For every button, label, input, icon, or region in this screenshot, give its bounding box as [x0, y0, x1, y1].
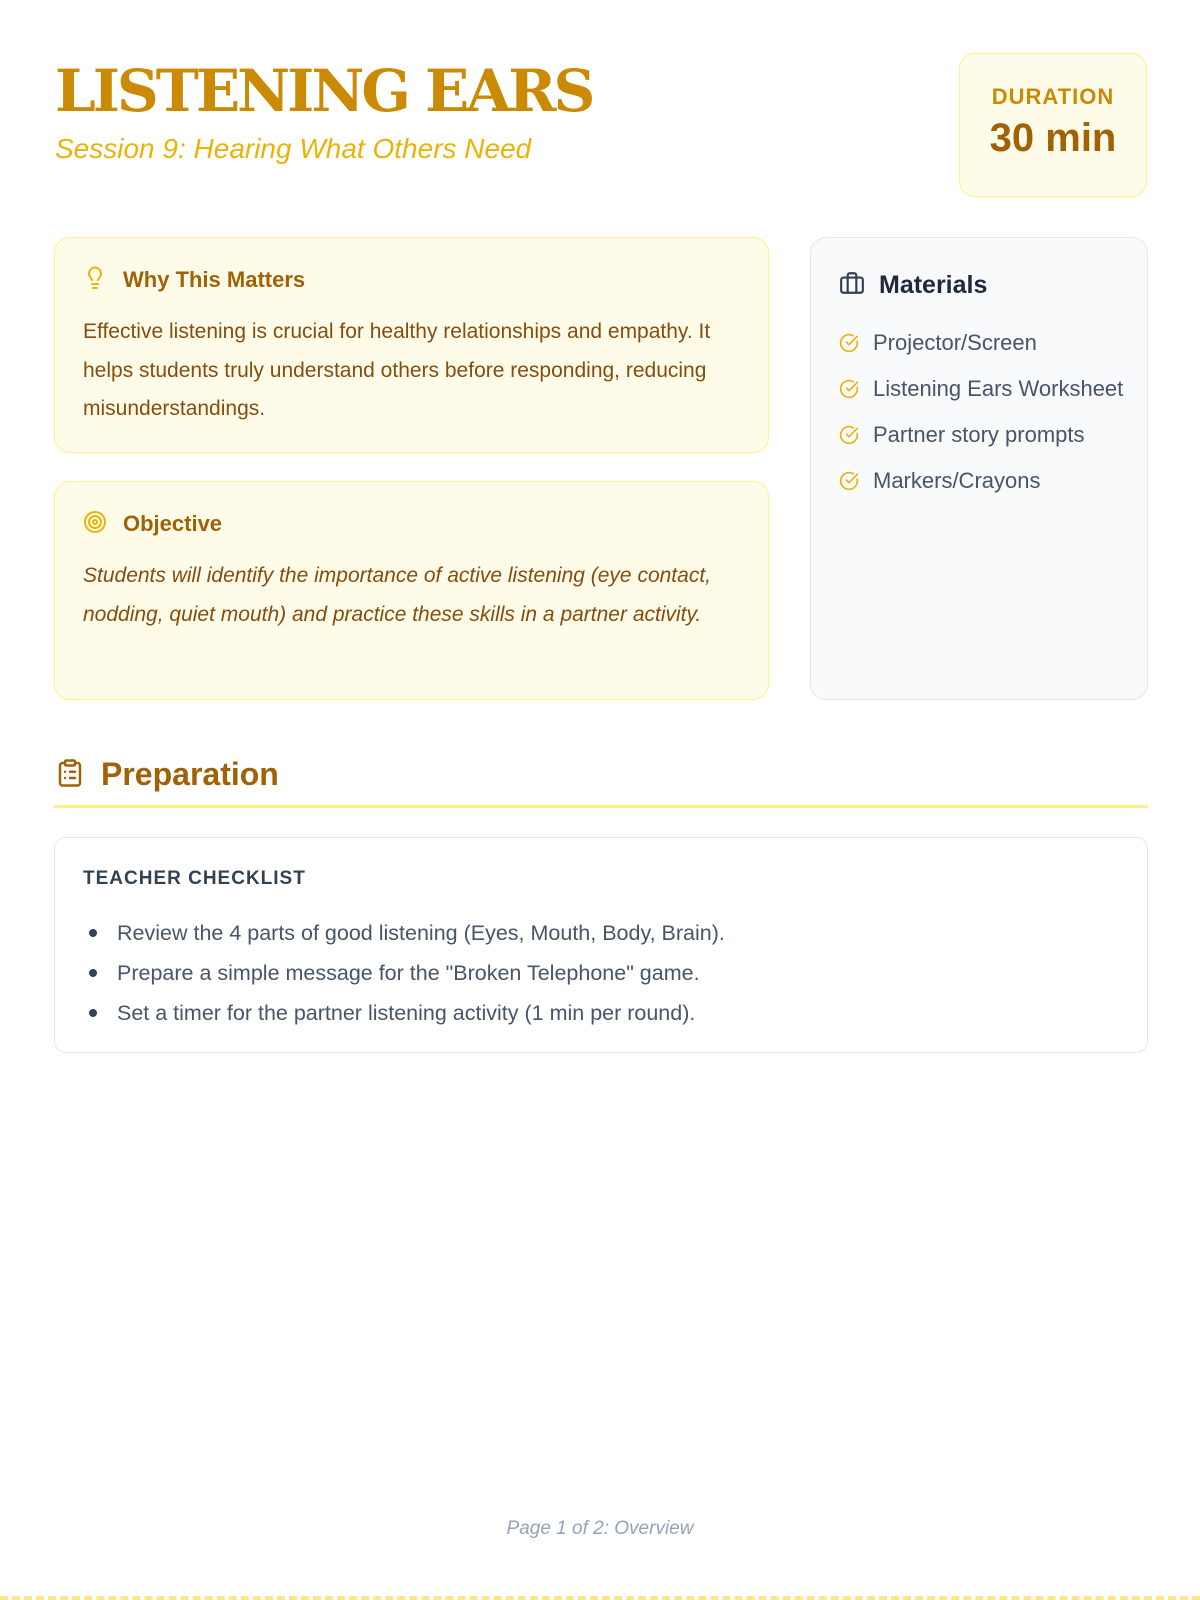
list-item [89, 993, 725, 1033]
checklist-item-text: Prepare a simple message for the "Broken Telephone" game. [117, 960, 700, 985]
bullet-icon [89, 969, 97, 977]
materials-title: Materials [879, 270, 988, 299]
target-icon [83, 510, 107, 538]
checklist [89, 913, 725, 1033]
check-circle-icon [839, 464, 859, 495]
list-item [89, 953, 725, 993]
checklist-label: TEACHER CHECKLIST [83, 868, 306, 889]
duration-badge [959, 53, 1147, 197]
why-card-header [83, 266, 305, 294]
check-circle-icon [839, 418, 859, 449]
objective-card-body: Students will identify the importance of active listening (eye contact, nodding, quiet mouth) and practice these skills in a partner activity. [83, 564, 711, 626]
page-footer: Page 1 of 2: Overview [506, 1518, 694, 1539]
lightbulb-icon [83, 266, 107, 294]
list-item [839, 372, 1129, 405]
material-label: Listening Ears Worksheet [873, 376, 1124, 401]
materials-list [839, 326, 1129, 510]
section-divider [54, 805, 1148, 808]
clipboard-list-icon [55, 758, 85, 792]
checklist-item-text: Review the 4 parts of good listening (Eyes, Mouth, Body, Brain). [117, 920, 725, 945]
checklist-item-text: Set a timer for the partner listening activity (1 min per round). [117, 1000, 696, 1025]
material-label: Markers/Crayons [873, 468, 1041, 493]
why-card-body: Effective listening is crucial for healthy relationships and empathy. It helps students truly understand others before responding, reducing misunderstandings. [83, 320, 711, 420]
check-circle-icon [839, 372, 859, 403]
duration-label: DURATION [991, 84, 1115, 109]
objective-card [54, 481, 769, 700]
material-label: Partner story prompts [873, 422, 1085, 447]
material-label: Projector/Screen [873, 330, 1037, 355]
bullet-icon [89, 1009, 97, 1017]
why-this-matters-card [54, 237, 769, 453]
preparation-header [55, 756, 279, 793]
why-card-title: Why This Matters [123, 267, 306, 292]
list-item [839, 418, 1129, 451]
materials-card [810, 237, 1148, 700]
briefcase-icon [839, 270, 865, 300]
preparation-title: Preparation [101, 756, 279, 792]
session-subtitle: Session 9: Hearing What Others Need [55, 133, 532, 164]
list-item [89, 913, 725, 953]
materials-header [839, 270, 987, 300]
bottom-border [0, 1596, 1200, 1600]
objective-card-header [83, 510, 222, 538]
check-circle-icon [839, 326, 859, 357]
page-title: LISTENING EARS [55, 57, 593, 125]
list-item [839, 326, 1129, 359]
list-item [839, 464, 1129, 497]
teacher-checklist-card [54, 837, 1148, 1053]
duration-value: 30 min [989, 116, 1117, 160]
objective-card-title: Objective [123, 511, 223, 536]
bullet-icon [89, 929, 97, 937]
page-header [55, 55, 592, 165]
